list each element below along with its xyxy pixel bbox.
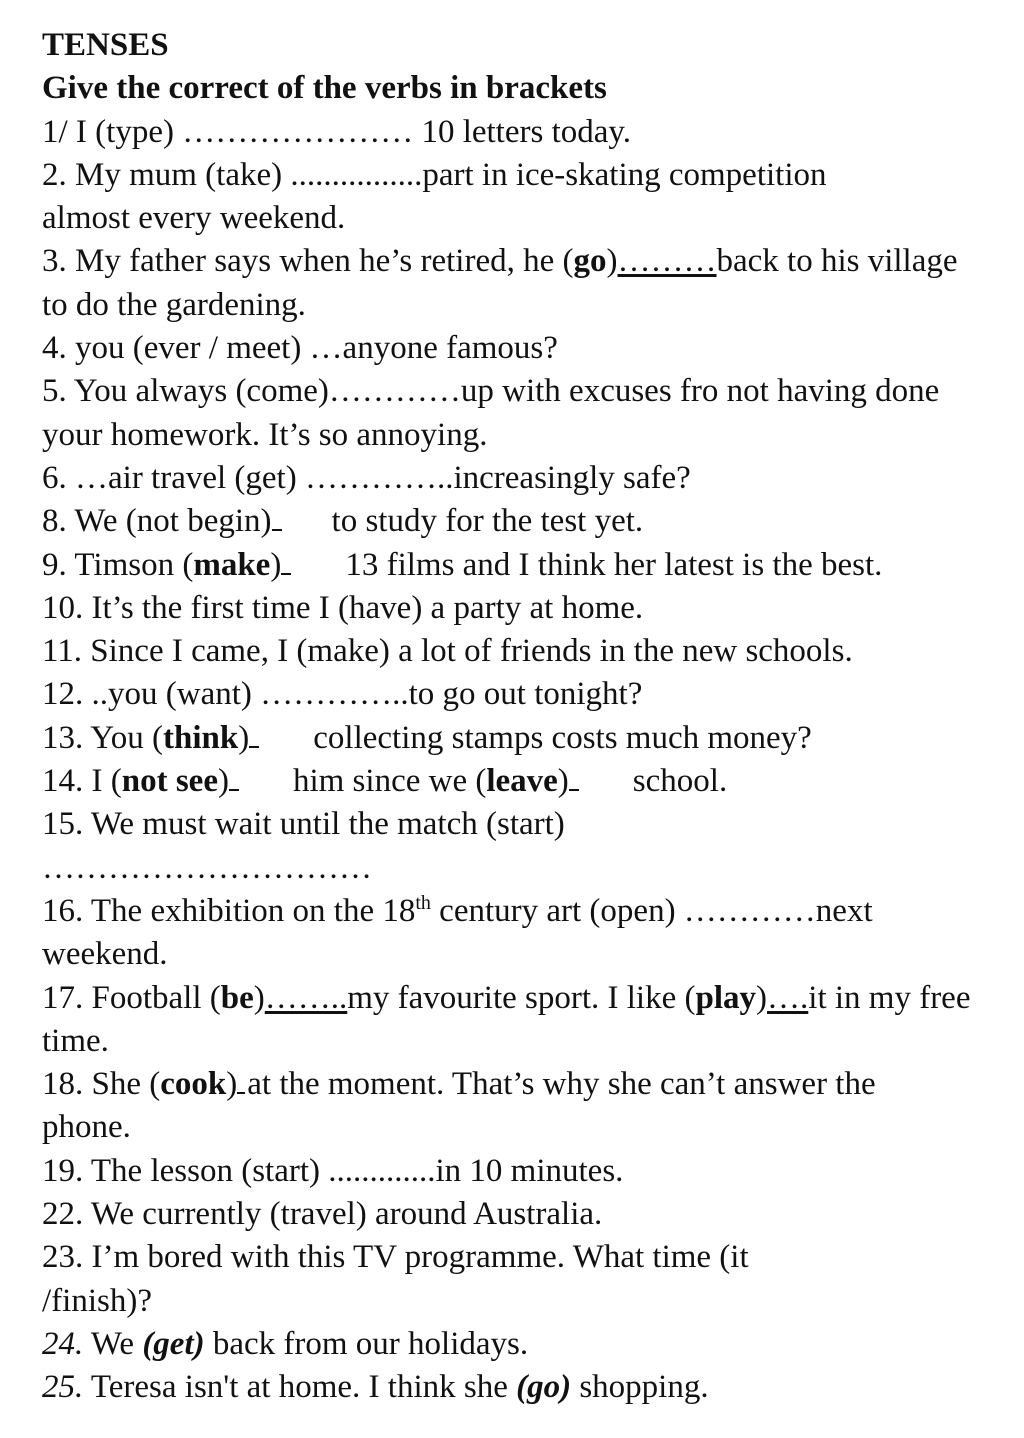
question-15: 15. We must wait until the match (start) [42, 806, 565, 843]
question-4: 4. you (ever / meet) …anyone famous? [42, 330, 558, 367]
answer-blank [237, 1091, 245, 1094]
worksheet-instruction: Give the correct of the verbs in brackets [42, 70, 607, 107]
answer-blank: …….. [264, 979, 348, 1016]
question-25: 25. Teresa isn't at home. I think she (go) shopping. [42, 1369, 709, 1406]
question-8: 8. We (not begin) to study for the test yet. [42, 503, 644, 540]
question-1: 1/ I (type) ………………… 10 letters today. [42, 113, 632, 150]
answer-blank [272, 528, 282, 531]
question-16: 16. The exhibition on the 18th century art (open) …………next weekend. [42, 891, 873, 973]
answer-blank [281, 572, 291, 575]
question-6: 6. …air travel (get) …………..increasingly safe? [42, 459, 691, 496]
question-22: 22. We currently (travel) around Australia. [42, 1196, 603, 1233]
answer-blank: ……… [617, 243, 717, 280]
question-17: 17. Football (be)……..my favourite sport. I like (play)….it in my free time. [42, 977, 972, 1064]
question-14: 14. I (not see) him since we (leave) school. [42, 763, 728, 800]
question-24: 24. We (get) back from our holidays. [42, 1325, 529, 1362]
answer-blank [249, 745, 259, 748]
question-15-dots: ………………………… [42, 849, 372, 886]
question-18: 18. She (cook) at the moment. That’s why she can’t answer the phone. [42, 1066, 876, 1146]
question-12: 12. ..you (want) …………..to go out tonight? [42, 676, 643, 713]
worksheet-title: TENSES [42, 27, 169, 63]
question-5: 5. You always (come)…………up with excuses fro not having done your homework. It’s so annoying. [42, 373, 940, 453]
question-9: 9. Timson (make) 13 films and I think her latest is the best. [42, 546, 883, 583]
question-10: 10. It’s the first time I (have) a party at home. [42, 589, 644, 626]
question-11: 11. Since I came, I (make) a lot of friends in the new schools. [42, 633, 853, 670]
question-23: 23. I’m bored with this TV programme. What time (it /finish)? [42, 1239, 749, 1319]
question-2: 2. My mum (take) ................part in ice-skating competition almost every weekend. [42, 156, 827, 237]
answer-blank [569, 788, 579, 791]
question-19: 19. The lesson (start) .............in 10 minutes. [42, 1152, 624, 1189]
question-13: 13. You (think) collecting stamps costs much money? [42, 719, 812, 756]
question-3: 3. My father says when he’s retired, he (go)………back to his village to do the gardening. [42, 240, 962, 327]
answer-blank: …. [767, 979, 809, 1016]
answer-blank [229, 788, 239, 791]
